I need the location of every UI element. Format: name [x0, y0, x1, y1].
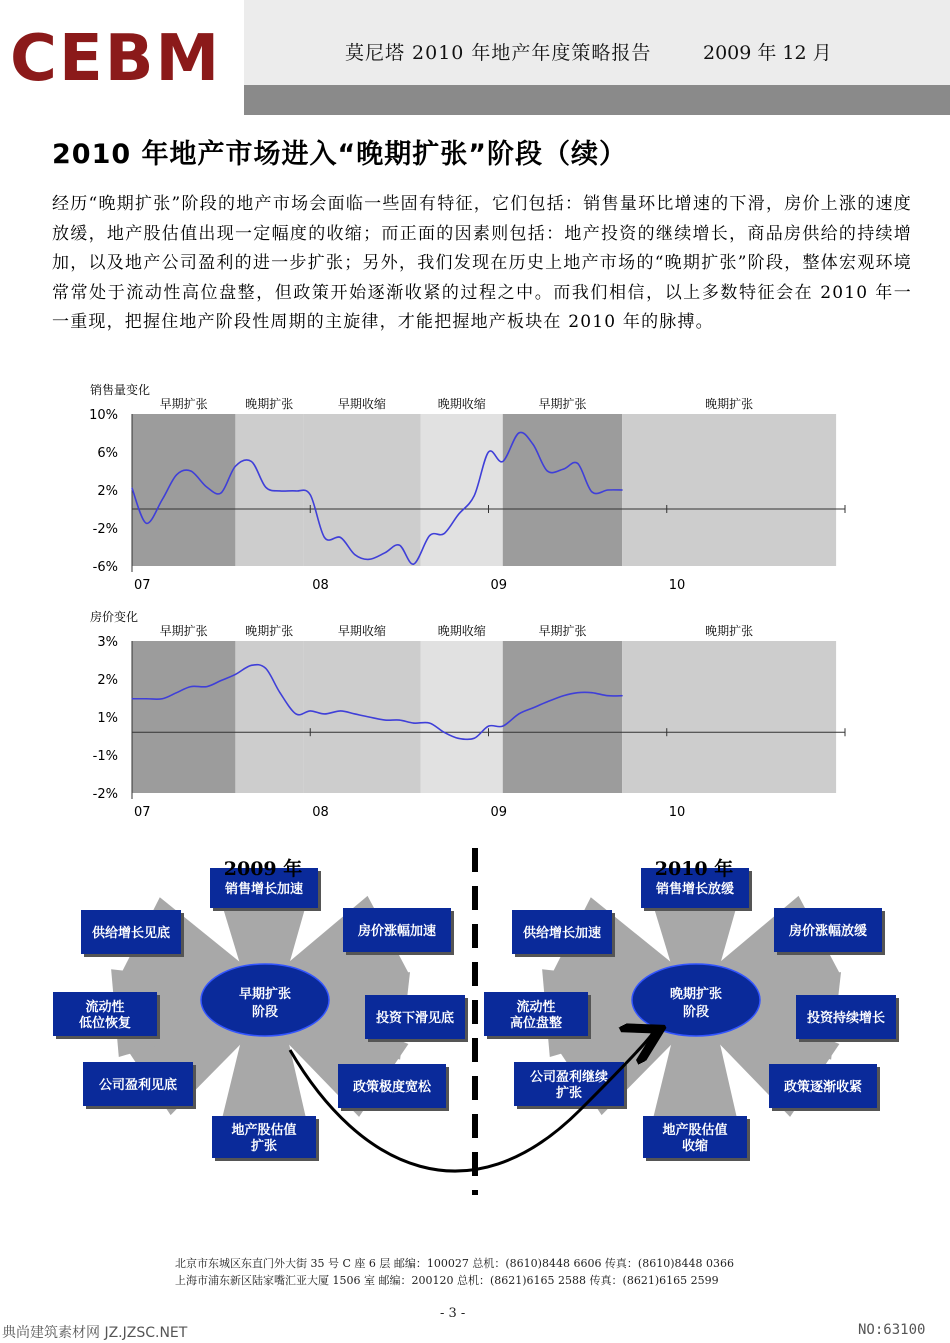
phase-band: [132, 414, 235, 566]
data-point: [146, 523, 147, 524]
phase-ellipse-label: 阶段: [682, 1005, 710, 1020]
phase-label: 早期扩张: [159, 397, 208, 411]
watermark-right: NO:63100: [858, 1322, 926, 1338]
data-point: [221, 680, 222, 681]
data-point: [458, 514, 459, 515]
data-point: [265, 487, 266, 488]
phase-label: 早期收缩: [337, 624, 386, 638]
phase-band: [235, 641, 303, 793]
x-tick-label: 08: [312, 805, 329, 820]
phase-band: [622, 414, 836, 566]
data-point: [577, 463, 578, 464]
footer-address-shanghai: 上海市浦东新区陆家嘴汇亚大厦 1506 室 邮编：200120 总机：(8621)6165 2588 传真：(8621)6165 2599: [175, 1274, 719, 1287]
chart-title: 销售量变化: [90, 383, 151, 397]
data-point: [235, 674, 236, 675]
cycle-diagram-svg: [0, 840, 950, 1200]
factor-box-label: 政策逐渐收紧: [783, 1080, 863, 1095]
data-point: [474, 495, 475, 496]
phase-label: 早期扩张: [159, 624, 208, 638]
phase-label: 晚期扩张: [705, 397, 754, 411]
phase-band: [622, 641, 836, 793]
data-point: [591, 692, 592, 693]
factor-box-label: 扩张: [555, 1086, 583, 1101]
page-title: 2010 年地产市场进入“晚期扩张”阶段（续）: [52, 139, 628, 170]
factor-box-label: 投资持续增长: [806, 1011, 886, 1026]
phase-band: [303, 641, 421, 793]
data-point: [563, 695, 564, 696]
data-point: [176, 474, 177, 475]
phase-label: 晚期收缩: [437, 397, 486, 411]
body-paragraph: 经历“晚期扩张”阶段的地产市场会面临一些固有特征，它们包括：销售量环比增速的下滑，房价上涨的速度放缓，地产股估值出现一定幅度的收缩；而正面的因素则包括：地产投资的继续增长，商品房供给的持续增加，以及地产公司盈利的进一步扩张；另外，我们发现在历史上地产市场的“晚期扩张”阶段，整体宏观环境常常处于流动性高位盘整，但政策开始逐渐收紧的过程之中。而我们相信，以上多数特征会在 2010 年一一重现，把握住地产阶段性周期的主旋律，才能把握地产板块在 2010 年的脉搏。: [52, 194, 912, 332]
factor-box-label: 收缩: [681, 1139, 709, 1154]
data-point: [368, 559, 369, 560]
factor-box-label: 公司盈利继续: [529, 1070, 609, 1085]
page-number: - 3 -: [440, 1306, 466, 1321]
data-point: [547, 701, 548, 702]
phase-ellipse-label: 阶段: [251, 1005, 279, 1020]
report-date: 2009 年 12 月: [703, 42, 832, 64]
data-point: [502, 461, 503, 462]
cebm-logo: [0, 0, 244, 115]
phase-ellipse-label: 晚期扩张: [669, 987, 723, 1002]
phase-band: [132, 641, 235, 793]
data-point: [131, 698, 132, 699]
data-point: [265, 668, 266, 669]
factor-box-label: 销售增长加速: [224, 882, 304, 897]
data-point: [146, 698, 147, 699]
data-point: [310, 710, 311, 711]
data-point: [324, 713, 325, 714]
data-point: [622, 695, 623, 696]
data-point: [162, 698, 163, 699]
factor-box-label: 地产股估值: [231, 1123, 297, 1138]
data-point: [607, 695, 608, 696]
page-header: [0, 0, 950, 115]
phase-label: 晚期扩张: [245, 624, 294, 638]
data-point: [279, 490, 280, 491]
data-point: [399, 545, 400, 546]
phase-ellipse-label: 早期扩张: [238, 987, 292, 1002]
y-tick-label: -2%: [92, 522, 118, 537]
factor-box-label: 房价涨幅加速: [357, 924, 437, 939]
price-chart-svg: [0, 605, 950, 825]
phase-label: 晚期扩张: [705, 624, 754, 638]
data-point: [190, 686, 191, 687]
data-point: [368, 716, 369, 717]
data-point: [502, 726, 503, 727]
data-point: [235, 466, 236, 467]
y-tick-label: -1%: [92, 749, 118, 764]
data-point: [295, 713, 296, 714]
data-point: [488, 726, 489, 727]
chart-title: 房价变化: [90, 610, 139, 624]
right-cluster: [484, 857, 899, 1161]
x-tick-label: 09: [490, 578, 508, 593]
phase-label: 早期扩张: [538, 397, 587, 411]
factor-box-label: 高位盘整: [509, 1016, 563, 1031]
factor-box-label: 供给增长加速: [522, 926, 602, 941]
factor-box-label: 供给增长见底: [91, 926, 171, 941]
factor-box-label: 地产股估值: [662, 1123, 728, 1138]
data-point: [385, 552, 386, 553]
data-point: [176, 692, 177, 693]
data-point: [310, 494, 311, 495]
left-cluster: [53, 857, 468, 1161]
sales-chart-svg: [0, 378, 950, 598]
data-point: [413, 564, 414, 565]
data-point: [340, 710, 341, 711]
data-point: [577, 692, 578, 693]
y-tick-label: 6%: [97, 446, 118, 461]
year-label: 2010 年: [654, 858, 734, 880]
data-point: [190, 470, 191, 471]
data-point: [563, 469, 564, 470]
sales-chart: [0, 378, 950, 598]
data-point: [429, 722, 430, 723]
data-point: [518, 713, 519, 714]
phase-band: [303, 414, 421, 566]
data-point: [443, 732, 444, 733]
phase-label: 早期扩张: [538, 624, 587, 638]
y-tick-label: 10%: [89, 408, 118, 423]
x-tick-label: 07: [134, 805, 151, 820]
data-point: [532, 444, 533, 445]
phase-band: [421, 641, 503, 793]
factor-box-label: 房价涨幅放缓: [788, 924, 868, 939]
phase-label: 晚期扩张: [245, 397, 294, 411]
data-point: [443, 533, 444, 534]
phase-band: [503, 414, 622, 566]
year-label: 2009 年: [223, 858, 303, 880]
data-point: [279, 692, 280, 693]
data-point: [399, 719, 400, 720]
cycle-diagram: [0, 840, 950, 1200]
y-tick-label: -6%: [92, 560, 118, 575]
data-point: [251, 665, 252, 666]
data-point: [622, 489, 623, 490]
x-tick-label: 07: [134, 578, 151, 593]
phase-band: [421, 414, 503, 566]
data-point: [488, 451, 489, 452]
data-point: [354, 713, 355, 714]
data-point: [206, 487, 207, 488]
data-point: [162, 499, 163, 500]
x-tick-label: 10: [668, 805, 686, 820]
y-tick-label: -2%: [92, 787, 118, 802]
data-point: [340, 537, 341, 538]
x-tick-label: 08: [312, 578, 329, 593]
phase-band: [503, 641, 622, 793]
data-point: [547, 470, 548, 471]
factor-box-label: 销售增长放缓: [655, 882, 735, 897]
x-tick-label: 10: [668, 578, 686, 593]
logo-text: CEBM: [10, 22, 222, 96]
y-tick-label: 2%: [97, 673, 118, 688]
cebm-logo-graphic: [0, 0, 244, 115]
data-point: [458, 738, 459, 739]
y-tick-label: 1%: [97, 711, 118, 726]
data-point: [413, 722, 414, 723]
data-point: [607, 489, 608, 490]
y-tick-label: 3%: [97, 635, 118, 650]
report-title: 莫尼塔 2010 年地产年度策略报告: [345, 42, 652, 64]
phase-label: 早期收缩: [337, 397, 386, 411]
factor-box-label: 低位恢复: [78, 1016, 132, 1031]
data-point: [131, 488, 132, 489]
data-point: [354, 554, 355, 555]
data-point: [591, 491, 592, 492]
factor-box-label: 公司盈利见底: [98, 1078, 178, 1093]
phase-label: 晚期收缩: [437, 624, 486, 638]
data-point: [474, 738, 475, 739]
watermark-left: 典尚建筑素材网 JZ.JZSC.NET: [2, 1325, 188, 1341]
data-point: [429, 535, 430, 536]
data-point: [324, 537, 325, 538]
data-point: [518, 432, 519, 433]
data-point: [295, 490, 296, 491]
data-point: [221, 492, 222, 493]
data-point: [206, 686, 207, 687]
data-point: [251, 461, 252, 462]
data-point: [532, 707, 533, 708]
header-gray-bar: [244, 85, 950, 115]
factor-box-label: 政策极度宽松: [352, 1080, 432, 1095]
footer-address-beijing: 北京市东城区东直门外大街 35 号 C 座 6 层 邮编：100027 总机：(8610)8448 6606 传真：(8610)8448 0366: [175, 1257, 734, 1270]
x-tick-label: 09: [490, 805, 508, 820]
factor-box-label: 流动性: [516, 1000, 556, 1015]
y-tick-label: 2%: [97, 484, 118, 499]
price-chart: [0, 605, 950, 825]
factor-box-label: 投资下滑见底: [375, 1011, 455, 1026]
factor-box-label: 流动性: [85, 1000, 125, 1015]
factor-box-label: 扩张: [250, 1139, 278, 1154]
data-point: [385, 719, 386, 720]
